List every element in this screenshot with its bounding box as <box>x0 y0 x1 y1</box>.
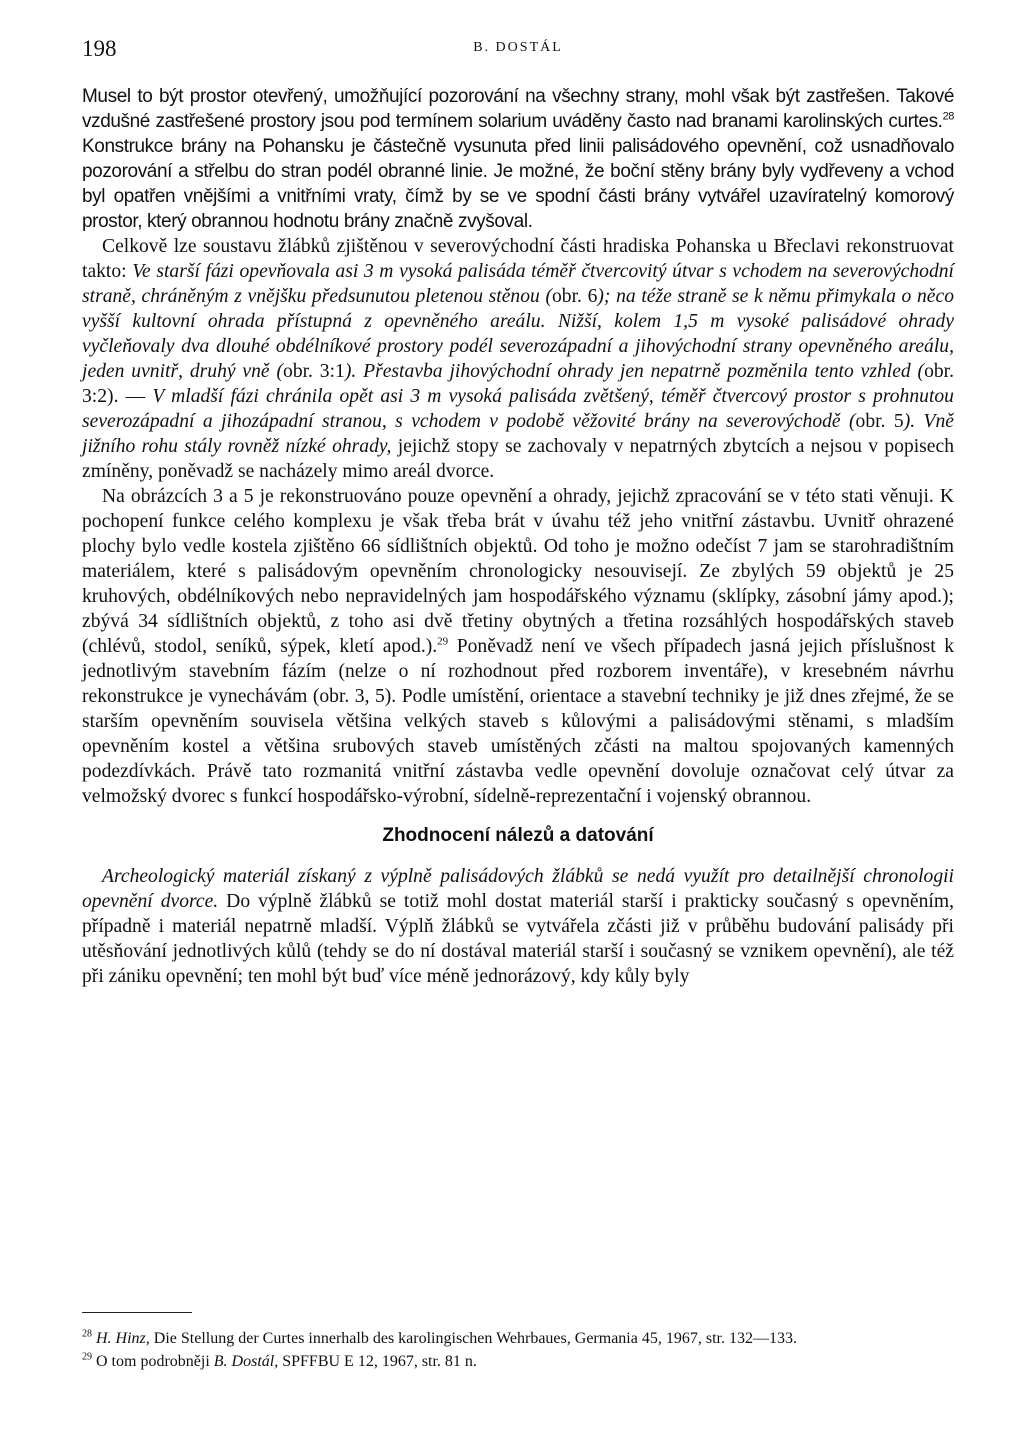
text-run: obr. 3:1 <box>283 361 345 382</box>
footnote-ref: 29 <box>82 1351 92 1363</box>
text-run: Konstrukce brány na Pohansku je částečně vysunuta před linii palisádového opevnění, což usnadňovalo pozorování a střelbu do stran podél obranné linie. Je možné, že boční stěny brány byly vydřeveny a vchod byl opatřen vnějšími a vnitřními vraty, čímž by se ve spodní části brány vytvářel uzavíratelný komorový prostor, který obrannou hodnotu brány značně zvyšoval. <box>82 136 954 232</box>
footnote <box>82 1351 954 1372</box>
text-run: Musel to být prostor otevřený, umožňující pozorování na všechny strany, mohl však být zastřešen. Takové vzdušné zastřešené prostory jsou pod termínem solarium uváděny často nad branami karolinských curtes. <box>82 86 954 132</box>
text-run: obr. 5 <box>855 411 904 432</box>
italic-text: Archeologický materiál získaný z výplně palisádových žlábků se nedá využít pro detailnější chronologii opevnění dvorce. <box>82 866 954 912</box>
page-number: 198 <box>82 36 117 61</box>
italic-text: H. Hinz, <box>96 1330 150 1347</box>
body-text <box>82 84 954 989</box>
paragraph <box>82 84 954 234</box>
section-heading: Zhodnocení nálezů a datování <box>382 825 654 846</box>
footnote <box>82 1328 954 1349</box>
text-run: SPFFBU E 12, 1967, str. 81 n. <box>278 1353 477 1370</box>
text-run: obr. 6 <box>551 286 598 307</box>
text-run: O tom podrobněji <box>92 1353 214 1370</box>
text-run: Celkově lze soustavu žlábků zjištěnou v severovýchodní části hradiska Pohanska u Břeclavi rekonstruovat takto: <box>82 236 954 282</box>
italic-text: ). Přestavba jihovýchodní ohrady jen nepatrně pozměnila tento vzhled ( <box>344 361 925 382</box>
footnotes <box>82 1328 954 1374</box>
text-run: Poněvadž není ve všech případech jasná jejich příslušnost k jednotlivým stavebním fázím (nelze o ní rozhodnout před rozborem inventáře), v kresebném návrhu rekonstrukce je vynechávám (obr. 3, 5). Podle umístění, orientace a stavební techniky je již dnes zřejmé, že se starším opevněním souvisela většina velkých staveb s kůlovými a palisádovými stěnami, s mladším opevněním kostel a většina srubových staveb umístěných zčásti na maltou spojovaných kamenných podezdívkách. Právě tato rozmanitá vnitřní zástavba vedle opevnění dovoluje označovat celý útvar za velmožský dvorec s funkcí hospodářsko-výrobní, sídelně-reprezentační i vojenský obrannou. <box>82 636 954 807</box>
italic-text: B. Dostál, <box>213 1353 279 1370</box>
footnote-ref: 29 <box>437 635 449 648</box>
footnote-ref: 28 <box>942 110 954 123</box>
text-run: Na obrázcích 3 a 5 je rekonstruováno pouze opevnění a ohrady, jejichž zpracování se v této stati věnuji. K pochopení funkce celého komplexu je však třeba brát v úvahu též jeho vnitřní zástavbu. Uvnitř ohrazené plochy bylo vedle kostela zjištěno 66 sídlištních objektů. Od toho je možno odečíst 7 jam se starohradištním materiálem, které s palisádovým opevněním chronologicky nesouvisejí. Ze zbylých 59 objektů je 25 kruhových, obdélníkových nebo nepravidelných jam hospodářského významu (sklípky, zásobní jámy apod.); zbývá 34 sídlištních objektů, z toho asi dvě třetiny obytných a třetina rozsáhlých hospodářských staveb (chlévů, stodol, seníků, sýpek, kletí apod.). <box>82 486 954 657</box>
text-run: Do výplně žlábků se totiž mohl dostat materiál starší i prakticky současný s opevněním, případně i materiál nepatrně mladší. Výplň žlábků se vytvářela zčásti již v průběhu budování palisády při utěsňování jednotlivých kůlů (tehdy se do ní dostával materiál starší i současný se vznikem opevnění), ale též při zániku opevnění; ten mohl být buď více méně jednorázový, kdy kůly byly <box>82 891 954 987</box>
italic-text: Ve starší fázi opevňovala asi 3 m vysoká palisáda téměř čtvercovitý útvar s vchodem na severovýchodní straně, chráněným z vnějšku předsunutou pletenou stěnou ( <box>82 261 954 307</box>
text-run: obr. 3:2 <box>82 361 955 407</box>
footnote-ref: 28 <box>82 1328 92 1340</box>
paragraph <box>82 864 954 989</box>
paragraph <box>82 234 954 484</box>
text-run: ). — <box>107 386 153 407</box>
italic-text: ). Vně jižního rohu stály rovněž nízké ohrady, <box>82 411 954 457</box>
footnote-rule <box>82 1312 192 1313</box>
italic-text: ); na téže straně se k němu přimykala o něco vyšší kultovní ohrada přístupná z opevněného areálu. Nižší, kolem 1,5 m vysoké palisádové ohrady vyčleňovaly dva dlouhé obdélníkové prostory podél severozápadní a jihovýchodní strany opevněného areálu, jeden uvnitř, druhý vně ( <box>82 286 954 382</box>
page-header <box>82 36 954 66</box>
running-head: B. DOSTÁL <box>473 40 563 55</box>
italic-text: V mladší fázi chránila opět asi 3 m vysoká palisáda zvětšený, téměř čtvercový prostor s prohnutou severozápadní a jihozápadní stranou, s vchodem v podobě věžovité brány na severovýchodě ( <box>82 386 954 432</box>
text-run: jejichž stopy se zachovaly v nepatrných zbytcích a nejsou v popisech zmíněny, poněvadž se nacházely mimo areál dvorce. <box>82 436 954 482</box>
text-run: Die Stellung der Curtes innerhalb des karolingischen Wehrbaues, Germania 45, 1967, str. 132—133. <box>149 1330 797 1347</box>
paragraph <box>82 484 954 809</box>
